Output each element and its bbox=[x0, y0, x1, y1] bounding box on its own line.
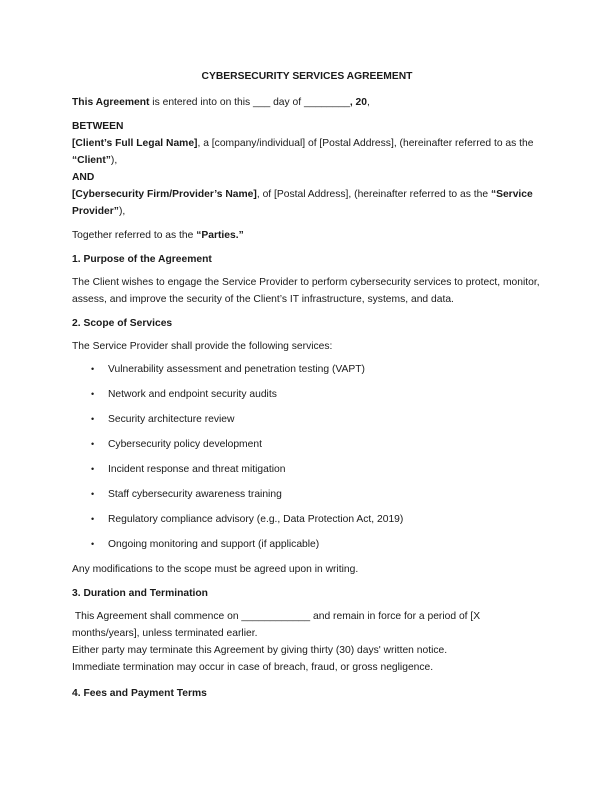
section3-line1: This Agreement shall commence on ____________ and remain in force for a period of [X months/years], unless terminated earlier. bbox=[72, 611, 484, 639]
bullet-icon: • bbox=[91, 414, 95, 424]
bullet-icon: • bbox=[91, 489, 95, 499]
client-text: , a [company/individual] of [Postal Address], (hereinafter referred to as the bbox=[197, 138, 534, 149]
client-end: ), bbox=[110, 155, 118, 166]
between-label: BETWEEN bbox=[72, 121, 124, 132]
section3-line3: Immediate termination may occur in case of breach, fraud, or gross negligence. bbox=[72, 662, 434, 673]
and-label: AND bbox=[72, 172, 95, 183]
list-item: • Regulatory compliance advisory (e.g., Data Protection Act, 2019) bbox=[72, 511, 542, 536]
document-title: CYBERSECURITY SERVICES AGREEMENT bbox=[201, 71, 413, 82]
list-item: • Network and endpoint security audits bbox=[72, 386, 542, 411]
list-item: • Incident response and threat mitigation bbox=[72, 461, 542, 486]
bullet-icon: • bbox=[91, 389, 95, 399]
parties-text: Together referred to as the bbox=[72, 230, 197, 241]
section1-body: The Client wishes to engage the Service Provider to perform cybersecurity services to protect, monitor, assess, and improve the security of the Client’s IT infrastructure, systems, and data. bbox=[72, 277, 540, 305]
bullet-icon: • bbox=[91, 514, 95, 524]
provider-name: [Cybersecurity Firm/Provider’s Name] bbox=[72, 189, 257, 200]
document-page bbox=[72, 70, 542, 702]
provider-text: , of [Postal Address], (hereinafter referred to as the bbox=[256, 189, 491, 200]
provider-paragraph bbox=[72, 186, 542, 220]
section2-heading: 2. Scope of Services bbox=[72, 318, 173, 329]
parties-paragraph bbox=[72, 227, 542, 244]
provider-ref: “Service Provider” bbox=[72, 189, 533, 217]
bullet-icon: • bbox=[91, 464, 95, 474]
section1-heading: 1. Purpose of the Agreement bbox=[72, 254, 212, 265]
section4-heading: 4. Fees and Payment Terms bbox=[72, 688, 207, 699]
bullet-icon: • bbox=[91, 539, 95, 549]
services-list bbox=[72, 361, 542, 561]
section2-footer: Any modifications to the scope must be agreed upon in writing. bbox=[72, 564, 359, 575]
section2-intro: The Service Provider shall provide the following services: bbox=[72, 341, 333, 352]
provider-end: ), bbox=[118, 206, 126, 217]
intro-end: , bbox=[367, 97, 370, 108]
intro-text: is entered into on this ___ day of ________ bbox=[149, 97, 350, 108]
list-item: • Cybersecurity policy development bbox=[72, 436, 542, 461]
intro-lead: This Agreement bbox=[72, 97, 150, 108]
bullet-icon: • bbox=[91, 364, 95, 374]
list-item: • Security architecture review bbox=[72, 411, 542, 436]
client-paragraph bbox=[72, 135, 542, 169]
client-name: [Client’s Full Legal Name] bbox=[72, 138, 198, 149]
client-ref: “Client” bbox=[72, 155, 111, 166]
bullet-icon: • bbox=[91, 439, 95, 449]
section3-heading: 3. Duration and Termination bbox=[72, 588, 208, 599]
intro-year: , 20 bbox=[349, 97, 367, 108]
list-item: • Vulnerability assessment and penetration testing (VAPT) bbox=[72, 361, 542, 386]
parties-ref: “Parties.” bbox=[196, 230, 244, 241]
list-item: • Staff cybersecurity awareness training bbox=[72, 486, 542, 511]
section3-line2: Either party may terminate this Agreement by giving thirty (30) days' written notice. bbox=[72, 645, 448, 656]
intro-paragraph bbox=[72, 94, 542, 111]
list-item: • Ongoing monitoring and support (if applicable) bbox=[72, 536, 542, 561]
